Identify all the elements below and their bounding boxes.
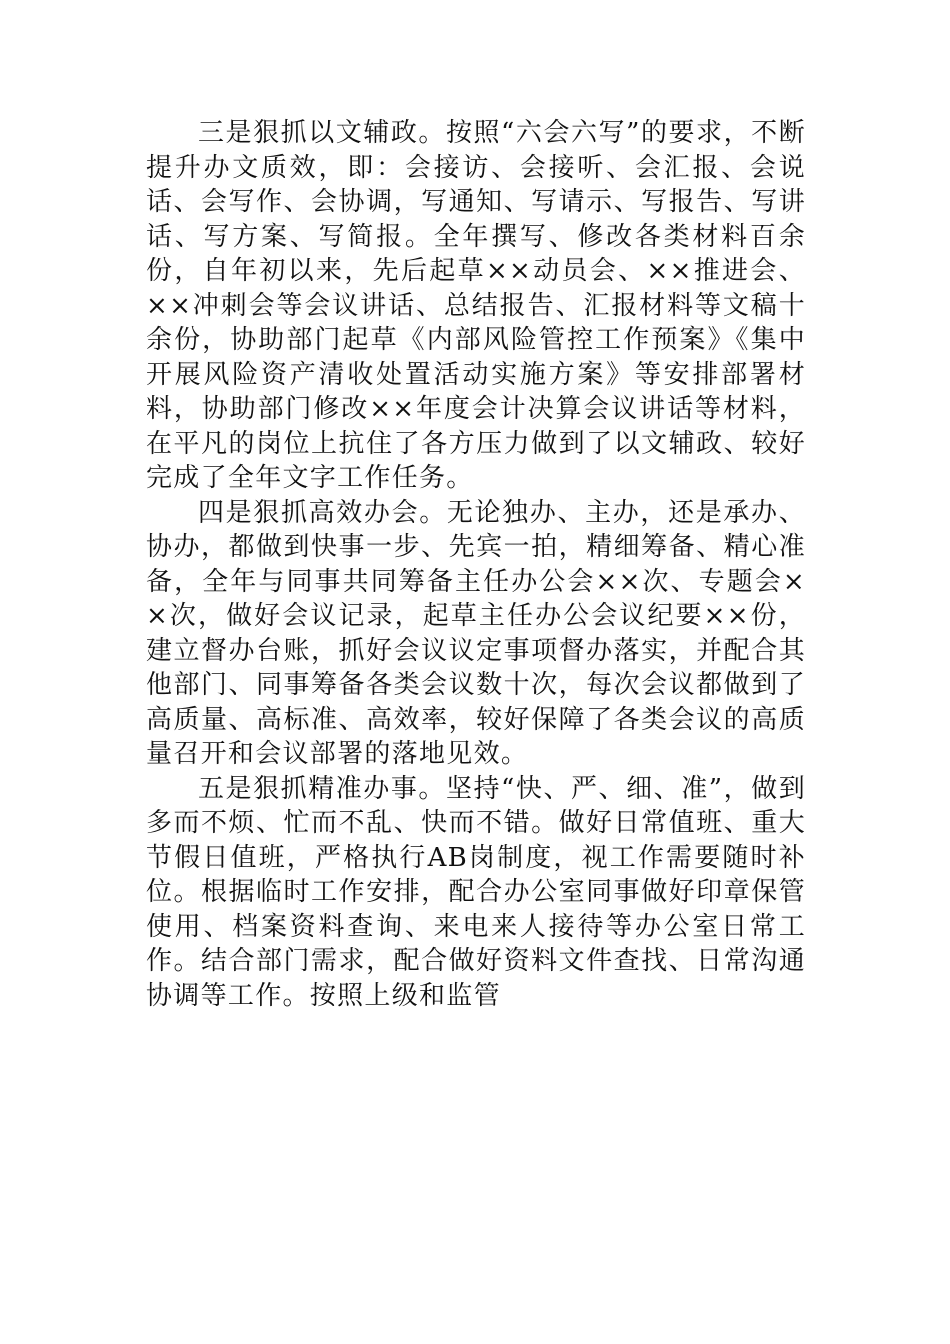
paragraph-precise-affairs: 五是狠抓精准办事。坚持“快、严、细、准”，做到多而不烦、忙而不乱、快而不错。做好日常值班、重大节假日值班，严格执行AB岗制度，视工作需要随时补位。根据临时工作安排，配合办公室同事做好印章保管使用、档案资料查询、来电来人接待等办公室日常工作。结合部门需求，配合做好资料文件查找、日常沟通协调等工作。按照上级和监管	[146, 773, 806, 1011]
paragraph-writing-support: 三是狠抓以文辅政。按照“六会六写”的要求，不断提升办文质效，即：会接访、会接听、会汇报、会说话、会写作、会协调，写通知、写请示、写报告、写讲话、写方案、写简报。全年撰写、修改各类材料百余份，自年初以来，先后起草××动员会、××推进会、××冲刺会等会议讲话、总结报告、汇报材料等文稿十余份，协助部门起草《内部风险管控工作预案》《集中开展风险资产清收处置活动实施方案》等安排部署材料，协助部门修改××年度会计决算会议讲话等材料，在平凡的岗位上抗住了各方压力做到了以文辅政、较好完成了全年文字工作任务。	[146, 118, 806, 493]
document-body	[146, 116, 806, 1013]
paragraph-meeting-organization: 四是狠抓高效办会。无论独办、主办，还是承办、协办，都做到快事一步、先宾一拍，精细筹备、精心准备，全年与同事共同筹备主任办公会××次、专题会××次，做好会议记录，起草主任办公会议纪要××份，建立督办台账，抓好会议议定事项督办落实，并配合其他部门、同事筹备各类会议数十次，每次会议都做到了高质量、高标准、高效率，较好保障了各类会议的高质量召开和会议部署的落地见效。	[146, 497, 806, 769]
